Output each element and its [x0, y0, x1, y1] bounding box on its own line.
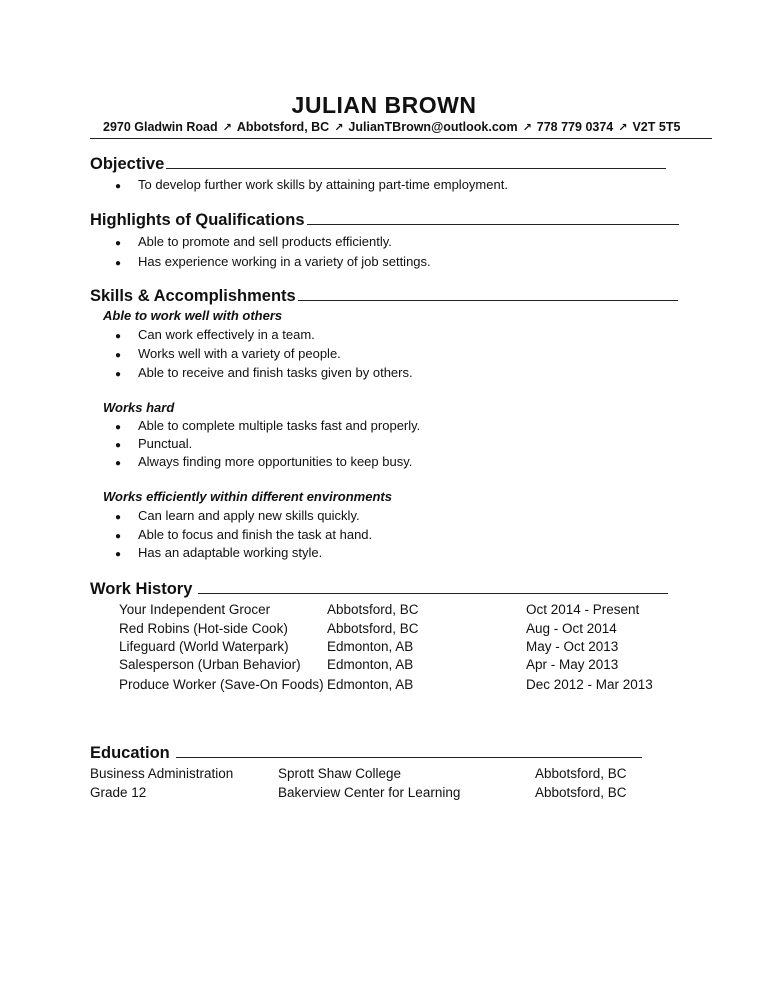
work-dates: Dec 2012 - Mar 2013 [526, 677, 653, 692]
list-item-text: Works well with a variety of people. [138, 346, 341, 361]
education-location: Abbotsford, BC [535, 766, 627, 781]
phone: 778 779 0374 [536, 120, 614, 134]
work-job: Produce Worker (Save-On Foods) [119, 677, 324, 692]
work-location: Edmonton, AB [327, 639, 414, 654]
education-heading-text: Education [90, 744, 170, 762]
work-dates: Oct 2014 - Present [526, 602, 640, 617]
bullet-icon: ● [115, 258, 122, 269]
bullet-icon: ● [115, 531, 122, 542]
list-item [115, 327, 315, 342]
list-item [115, 418, 420, 433]
objective-heading-text: Objective [90, 155, 165, 173]
bullet-icon: ● [115, 458, 122, 469]
bullet-icon: ● [115, 331, 122, 342]
arrow-icon: ↗ [522, 122, 532, 134]
city: Abbotsford, BC [236, 120, 330, 134]
work-location: Abbotsford, BC [327, 621, 419, 636]
education-school: Sprott Shaw College [278, 766, 402, 781]
email[interactable]: JulianTBrown@outlook.com [348, 120, 518, 134]
heading-rule [166, 168, 666, 169]
address: 2970 Gladwin Road [103, 120, 218, 134]
bullet-icon: ● [115, 369, 122, 380]
list-item [115, 346, 341, 361]
work-job: Red Robins (Hot-side Cook) [119, 621, 288, 636]
work-location: Edmonton, AB [327, 677, 414, 692]
list-item-text: Able to receive and finish tasks given by others. [138, 365, 413, 380]
list-item-text: Has experience working in a variety of job settings. [138, 254, 431, 269]
bullet-icon: ● [115, 549, 122, 560]
arrow-icon: ↗ [222, 122, 232, 134]
work-dates: Apr - May 2013 [526, 657, 619, 672]
bullet-icon: ● [115, 422, 122, 433]
list-item [115, 545, 322, 560]
bullet-icon: ● [115, 181, 122, 192]
list-item-text: To develop further work skills by attaining part-time employment. [138, 177, 508, 192]
work-location: Abbotsford, BC [327, 602, 419, 617]
list-item-text: Has an adaptable working style. [138, 545, 323, 560]
list-item-text: Punctual. [138, 436, 193, 451]
work-history-heading-text: Work History [90, 580, 193, 598]
heading-rule [198, 593, 668, 594]
arrow-icon: ↗ [618, 122, 628, 134]
education-program: Grade 12 [90, 785, 147, 800]
work-job: Salesperson (Urban Behavior) [119, 657, 301, 672]
skill-group-title: Able to work well with others [103, 308, 283, 323]
header-divider [90, 138, 712, 139]
education-location: Abbotsford, BC [535, 785, 627, 800]
list-item-text: Able to focus and finish the task at hand. [138, 527, 373, 542]
work-dates: Aug - Oct 2014 [526, 621, 617, 636]
contact-line [103, 120, 693, 134]
list-item [115, 234, 392, 249]
skill-group-title: Works efficiently within different environments [103, 489, 392, 504]
list-item [115, 365, 413, 380]
highlights-heading-text: Highlights of Qualifications [90, 211, 305, 229]
candidate-name: JULIAN BROWN [291, 92, 477, 118]
skill-group-title: Works hard [103, 400, 175, 415]
heading-rule [307, 224, 679, 225]
bullet-icon: ● [115, 512, 122, 523]
work-dates: May - Oct 2013 [526, 639, 619, 654]
list-item [115, 508, 360, 523]
education-heading [90, 744, 642, 763]
bullet-icon: ● [115, 238, 122, 249]
list-item-text: Can learn and apply new skills quickly. [138, 508, 360, 523]
list-item [115, 436, 192, 451]
education-school: Bakerview Center for Learning [278, 785, 461, 800]
highlights-heading [90, 211, 679, 230]
list-item-text: Always finding more opportunities to keep busy. [138, 454, 413, 469]
list-item [115, 454, 412, 469]
heading-rule [176, 757, 642, 758]
skills-heading-text: Skills & Accomplishments [90, 287, 296, 305]
postal-code: V2T 5T5 [632, 120, 681, 134]
work-history-heading [90, 580, 668, 599]
heading-rule [298, 300, 678, 301]
list-item [115, 177, 508, 192]
list-item-text: Can work effectively in a team. [138, 327, 315, 342]
objective-heading [90, 155, 666, 174]
bullet-icon: ● [115, 350, 122, 361]
work-job: Your Independent Grocer [119, 602, 271, 617]
work-location: Edmonton, AB [327, 657, 414, 672]
list-item-text: Able to promote and sell products efficiently. [138, 234, 392, 249]
list-item-text: Able to complete multiple tasks fast and properly. [138, 418, 421, 433]
list-item [115, 527, 372, 542]
arrow-icon: ↗ [334, 122, 344, 134]
work-job: Lifeguard (World Waterpark) [119, 639, 289, 654]
education-program: Business Administration [90, 766, 234, 781]
skills-heading [90, 287, 678, 306]
bullet-icon: ● [115, 440, 122, 451]
list-item [115, 254, 431, 269]
